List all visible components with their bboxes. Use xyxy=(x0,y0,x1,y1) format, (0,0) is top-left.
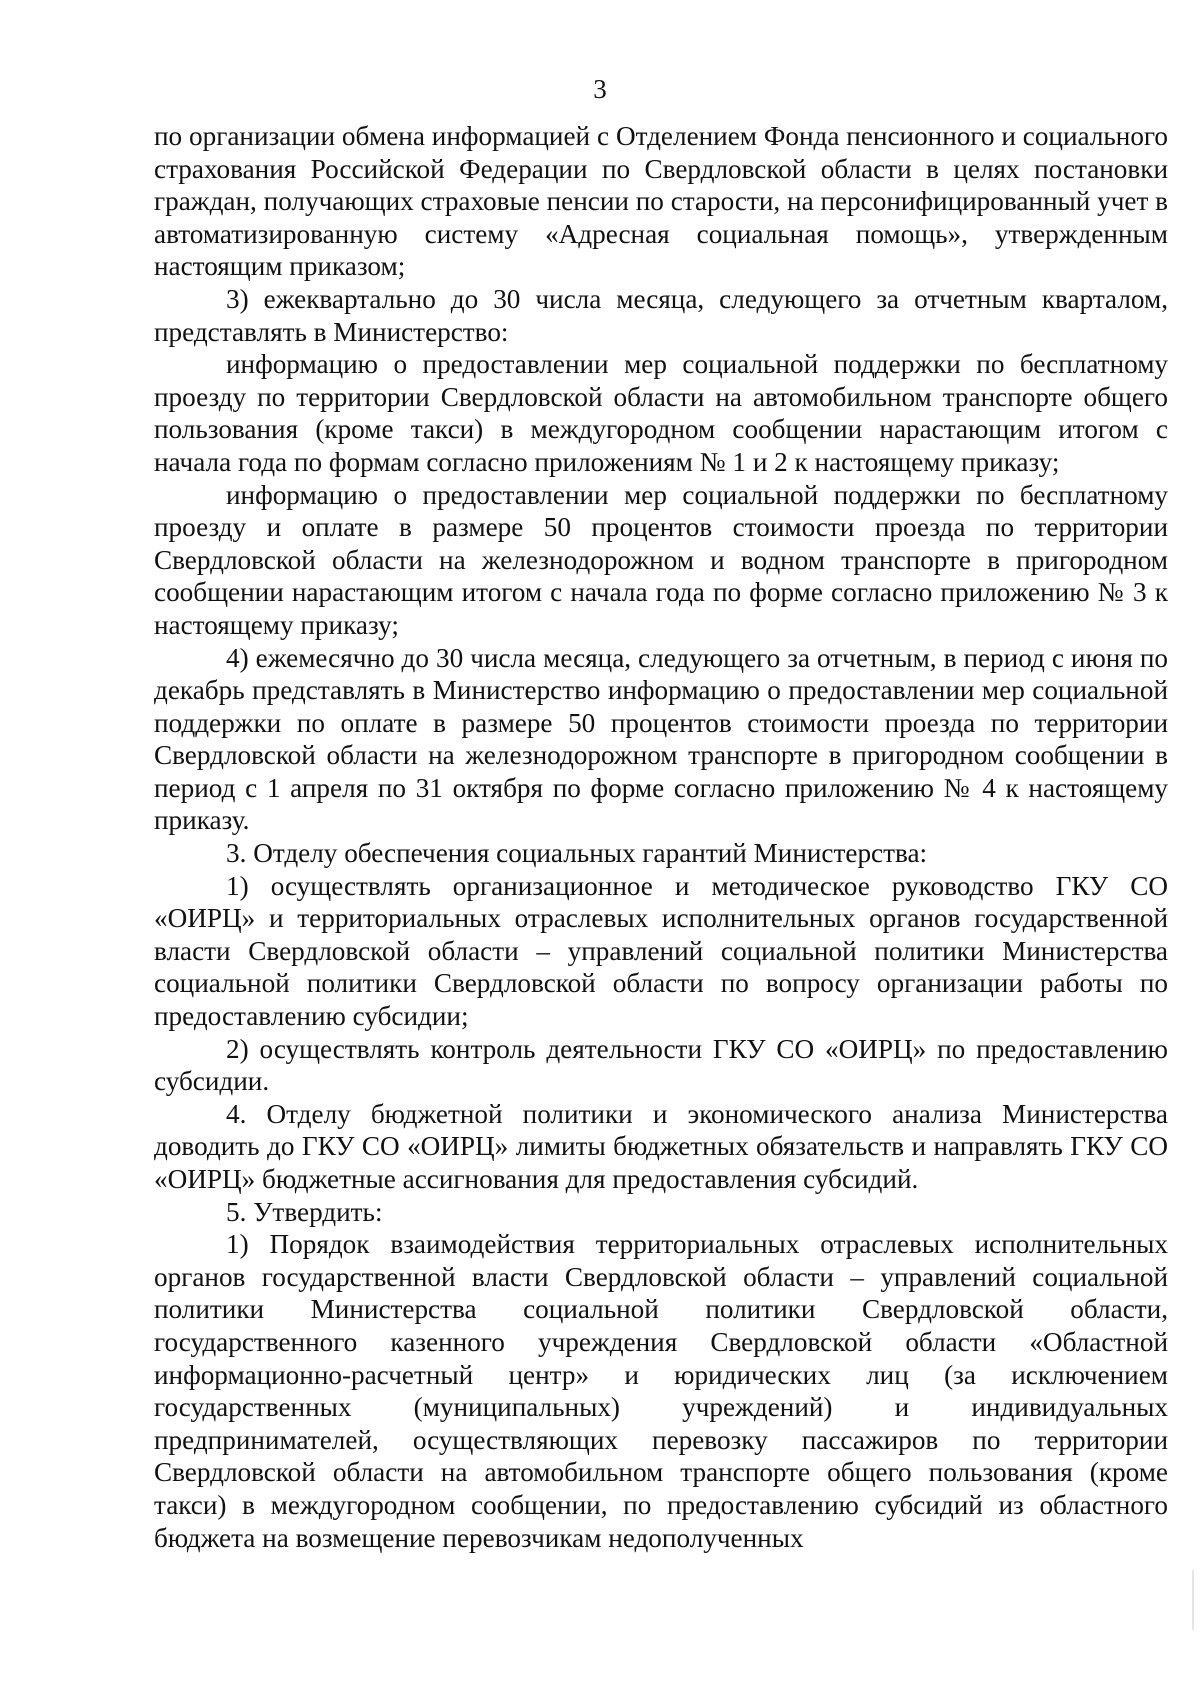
paragraph: 1) Порядок взаимодействия территориальных отраслевых исполнительных органов государственной власти Свердловской области – управлений социальной политики Министерства социальной политики Свердловской области, государственного казенного учреждения Свердловской области «Областной информационно-расчетный центр» и юридических лиц (за исключением государственных (муниципальных) учреждений) и индивидуальных предпринимателей, осуществляющих перевозку пассажиров по территории Свердловской области на автомобильном транспорте общего пользования (кроме такси) в междугородном сообщении, по предоставлению субсидий из областного бюджета на возмещение перевозчикам недополученных xyxy=(154,1229,1168,1553)
page-number: 3 xyxy=(593,74,607,104)
paragraph: 5. Утвердить: xyxy=(226,1196,383,1227)
paragraph: информацию о предоставлении мер социальной поддержки по бесплатному проезду по территории Свердловской области на автомобильном транспорте общего пользования (кроме такси) в междугородном сообщении нарастающим итогом с начала года по формам согласно приложениям № 1 и 2 к настоящему приказу; xyxy=(154,349,1168,477)
document-body xyxy=(154,120,1168,1554)
paragraph: 3) ежеквартально до 30 числа месяца, следующего за отчетным кварталом, представлять в Министерство: xyxy=(154,283,1168,347)
scan-edge-mark xyxy=(1192,1570,1194,1630)
paragraph: 4. Отделу бюджетной политики и экономического анализа Министерства доводить до ГКУ СО «ОИРЦ» лимиты бюджетных обязательств и направлять ГКУ СО «ОИРЦ» бюджетные ассигнования для предоставления субсидий. xyxy=(154,1098,1168,1194)
paragraph: информацию о предоставлении мер социальной поддержки по бесплатному проезду и оплате в размере 50 процентов стоимости проезда по территории Свердловской области на железнодорожном и водном транспорте в пригородном сообщении нарастающим итогом с начала года по форме согласно приложению № 3 к настоящему приказу; xyxy=(154,479,1168,640)
paragraph: 1) осуществлять организационное и методическое руководство ГКУ СО «ОИРЦ» и территориальных отраслевых исполнительных органов государственной власти Свердловской области – управлений социальной политики Министерства социальной политики Свердловской области по вопросу организации работы по предоставлению субсидии; xyxy=(154,870,1168,1032)
paragraph: 4) ежемесячно до 30 числа месяца, следующего за отчетным, в период с июня по декабрь представлять в Министерство информацию о предоставлении мер социальной поддержки по оплате в размере 50 процентов стоимости проезда по территории Свердловской области на железнодорожном транспорте в пригородном сообщении в период с 1 апреля по 31 октября по форме согласно приложению № 4 к настоящему приказу. xyxy=(154,642,1168,836)
paragraph: по организации обмена информацией с Отделением Фонда пенсионного и социального страхования Российской Федерации по Свердловской области в целях постановки граждан, получающих страховые пенсии по старости, на персонифицированный учет в автоматизированную систему «Адресная социальная помощь», утвержденным настоящим приказом; xyxy=(154,121,1168,282)
paragraph: 2) осуществлять контроль деятельности ГКУ СО «ОИРЦ» по предоставлению субсидии. xyxy=(154,1033,1168,1097)
paragraph: 3. Отделу обеспечения социальных гарантий Министерства: xyxy=(226,838,928,869)
